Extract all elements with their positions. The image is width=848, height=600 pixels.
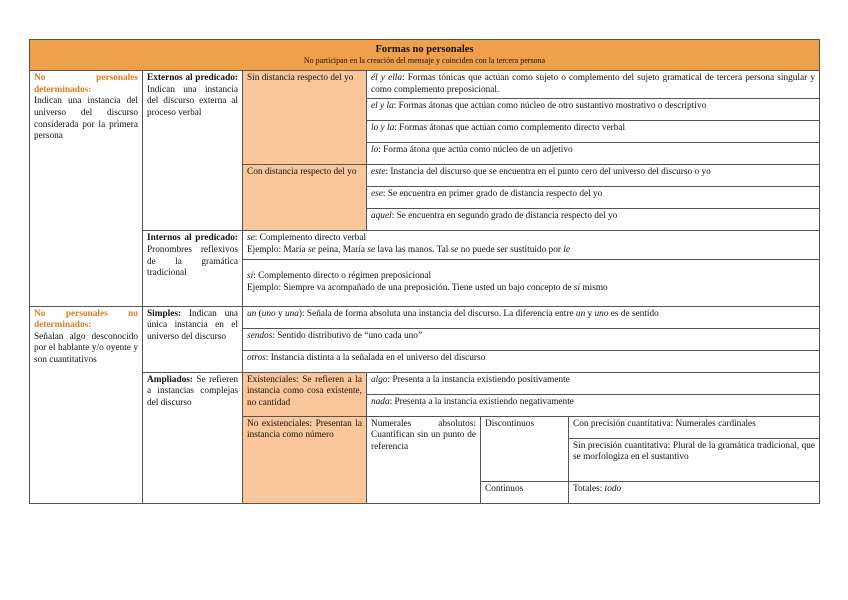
se-ex-b: se bbox=[307, 244, 316, 255]
no-existenciales-label: No existenciales: bbox=[247, 418, 313, 429]
internos-cell bbox=[143, 231, 243, 306]
un-b: ( bbox=[256, 308, 262, 319]
determinados-label: No personales determinados: bbox=[34, 73, 138, 95]
con-distancia-label: Con distancia respecto del yo bbox=[247, 167, 357, 178]
text-lo: : Forma átona que actúa como núcleo de un adjetivo bbox=[378, 145, 573, 156]
se-ex-a: Ejemplo: María bbox=[247, 244, 308, 255]
ampliados-label: Ampliados: bbox=[147, 374, 193, 385]
term-lo: lo bbox=[371, 145, 379, 156]
determinados-desc: Indican una instancia del universo del discurso considerada por la primera persona bbox=[34, 96, 138, 142]
text-lo-la: : Formas átonas que actúan como complemento directo verbal bbox=[394, 123, 626, 134]
row-un bbox=[243, 306, 820, 328]
un-d: y bbox=[275, 308, 285, 319]
table-header bbox=[30, 40, 820, 71]
numerales-label: Numerales absolutos: bbox=[371, 418, 476, 429]
term-se: se bbox=[247, 233, 255, 244]
table-title: Formas no personales bbox=[375, 44, 474, 55]
si-ex-a: Ejemplo: Siempre va acompañado de una preposición. Tiene usted un bajo concepto de bbox=[247, 282, 574, 293]
ampliados-desc: Se refieren a instancias complejas del discurso bbox=[147, 374, 238, 408]
un-a: un bbox=[247, 308, 257, 319]
text-nada: : Presenta a la instancia existiendo negativamente bbox=[389, 396, 574, 407]
no-determinados-label: No personales no determinados: bbox=[34, 308, 138, 331]
term-otros: otros bbox=[247, 352, 266, 363]
si-line1: : Complemento directo o régimen preposicional bbox=[253, 270, 432, 281]
row-totales bbox=[569, 481, 820, 503]
un-h: y bbox=[585, 308, 595, 319]
simples-desc: Indican una única instancia en el universo del discurso bbox=[147, 308, 239, 342]
se-ex-h: le bbox=[563, 244, 570, 255]
row-otros bbox=[243, 350, 820, 372]
externos-label: Externos al predicado: bbox=[147, 73, 238, 84]
term-el-ella: él y ella bbox=[371, 73, 403, 84]
un-c: uno bbox=[261, 308, 276, 319]
sin-distancia-label: Sin distancia respecto del yo bbox=[247, 73, 354, 84]
row-el-la bbox=[367, 99, 820, 121]
text-algo: : Presenta a la instancia existiendo positivamente bbox=[387, 374, 570, 385]
row-aquel bbox=[367, 209, 820, 231]
no-existenciales-cell bbox=[243, 416, 367, 503]
term-sendos: sendos bbox=[247, 330, 273, 341]
sin-precision-text: Sin precisión cuantitativa: Plural de la gramática tradicional, que se morfologiza en el sustantivo bbox=[573, 440, 815, 463]
simples-label: Simples: bbox=[147, 308, 182, 319]
ampliados-cell bbox=[143, 372, 243, 503]
row-sin-precision bbox=[569, 438, 820, 481]
term-lo-la: lo y la bbox=[371, 123, 395, 134]
term-si: sí bbox=[247, 270, 254, 281]
continuos-label: Continuos bbox=[485, 483, 524, 494]
un-e: una bbox=[284, 308, 299, 319]
internos-desc: Pronombres reflexivos de la gramática tradicional bbox=[147, 244, 238, 279]
row-algo bbox=[367, 372, 820, 394]
row-lo-la bbox=[367, 121, 820, 143]
term-este: este bbox=[371, 167, 386, 178]
discontinuos-cell bbox=[481, 416, 569, 481]
externos-cell bbox=[143, 71, 243, 231]
text-este: : Instancia del discurso que se encuentra en el punto cero del universo del discurso o yo bbox=[385, 167, 711, 178]
text-sendos: : Sentido distributivo de “uno cada uno” bbox=[272, 330, 423, 341]
row-este bbox=[367, 165, 820, 187]
un-j: es de sentido bbox=[608, 308, 659, 319]
row-ese bbox=[367, 187, 820, 209]
row-nada bbox=[367, 394, 820, 416]
un-f: ): Señala de forma absoluta una instancia del discurso. La diferencia entre bbox=[298, 308, 576, 319]
se-ex-e: lava las manos. Tal bbox=[375, 244, 451, 255]
continuos-cell bbox=[481, 481, 569, 503]
se-ex-g: no puede ser sustituido por bbox=[458, 244, 564, 255]
formas-no-personales-table bbox=[29, 39, 820, 504]
simples-cell bbox=[143, 306, 243, 372]
se-line1: : Complemento directo verbal bbox=[254, 233, 367, 244]
row-se bbox=[243, 231, 820, 259]
text-aquel: : Se encuentra en segundo grado de distancia respecto del yo bbox=[391, 211, 618, 222]
row-sendos bbox=[243, 328, 820, 350]
totales-term: todo bbox=[604, 483, 622, 494]
no-existenciales-desc: Presentan la instancia como número bbox=[247, 418, 362, 441]
text-ese: : Se encuentra en primer grado de distancia respecto del yo bbox=[382, 189, 603, 200]
term-nada: nada bbox=[371, 396, 390, 407]
un-g: un bbox=[575, 308, 586, 319]
con-distancia-cell bbox=[243, 165, 367, 231]
row-el-ella bbox=[367, 71, 820, 99]
discontinuos-label: Discontinuos bbox=[485, 418, 535, 429]
con-precision-text: Con precisión cuantitativa: Numerales cardinales bbox=[573, 418, 756, 429]
se-ex-d: se bbox=[367, 244, 376, 255]
determinados-cell bbox=[30, 71, 143, 306]
totales-label: Totales: bbox=[573, 483, 605, 494]
existenciales-label: Existenciales: bbox=[247, 374, 299, 385]
sin-distancia-cell bbox=[243, 71, 367, 165]
row-con-precision bbox=[569, 416, 820, 438]
text-el-ella: : Formas tónicas que actúan como sujeto o complemento del sujeto gramatical de tercera persona singular y como complemento preposicional. bbox=[371, 73, 815, 95]
existenciales-cell bbox=[243, 372, 367, 416]
existenciales-desc: Se refieren a la instancia como cosa existente, no cantidad bbox=[247, 374, 362, 408]
no-determinados-cell bbox=[30, 306, 143, 503]
externos-desc: Indican una instancia del discurso externa al proceso verbal bbox=[147, 84, 238, 118]
text-el-la: : Formas átonas que actúan como núcleo de otro sustantivo mostrativo o descriptivo bbox=[393, 101, 707, 112]
text-otros: : Instancia distinta a la señalada en el universo del discurso bbox=[265, 352, 486, 363]
row-si bbox=[243, 259, 820, 306]
si-ex-b: sí bbox=[573, 282, 581, 293]
term-aquel: aquel bbox=[371, 211, 392, 222]
un-i: uno bbox=[594, 308, 609, 319]
numerales-desc: Cuantifican sin un punto de referencia bbox=[371, 430, 476, 452]
internos-label: Internos al predicado: bbox=[147, 233, 238, 244]
se-ex-f: se bbox=[450, 244, 459, 255]
table-subtitle: No participan en la creación del mensaje y coinciden con la tercera persona bbox=[303, 56, 546, 66]
se-ex-c: peina, María bbox=[315, 244, 368, 255]
si-ex-c: mismo bbox=[580, 282, 608, 293]
term-el-la: el y la bbox=[371, 101, 394, 112]
term-algo: algo bbox=[371, 374, 388, 385]
numerales-cell bbox=[367, 416, 481, 503]
no-determinados-desc: Señalan algo desconocido por el hablante y/o oyente y son cuantitativos bbox=[34, 331, 138, 365]
term-ese: ese bbox=[371, 189, 383, 200]
row-lo bbox=[367, 143, 820, 165]
